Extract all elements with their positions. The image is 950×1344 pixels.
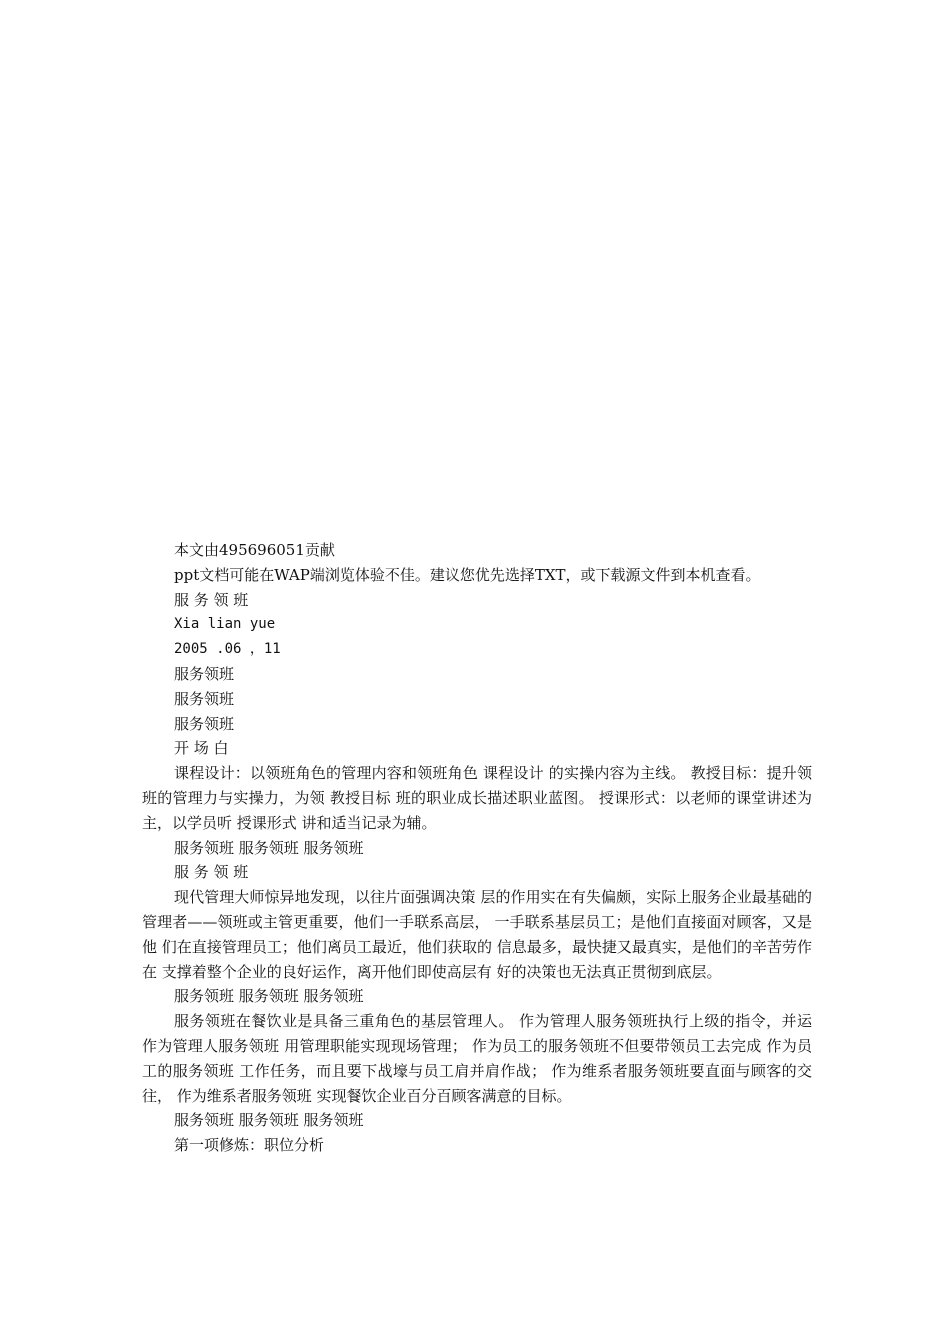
notice-line: ppt文档可能在WAP端浏览体验不佳。建议您优先选择TXT，或下载源文件到本机查看。 xyxy=(174,565,761,584)
slide-heading: 服务领班 xyxy=(174,664,235,683)
body-paragraph: 服务领班在餐饮业是具备三重角色的基层管理人。 作为管理人服务领班执行上级的指令，并运 作为管理人服务领班 用管理职能实现现场管理； 作为员工的服务领班不但要带领员工去完成 作为员工的服务领班 工作任务，而且要下战壕与员工肩并肩作战； 作为维系者服务领班要直面与顾客的交往， 作为维系者服务领班 实现餐饮企业百分百顾客满意的目标。 xyxy=(142,1012,812,1105)
slide-heading: 服务领班 服务领班 服务领班 xyxy=(174,987,364,1006)
date-line: 2005 .06 ，11 xyxy=(174,641,281,658)
slide-heading: 服务领班 服务领班 服务领班 xyxy=(174,838,364,857)
section-heading: 开 场 白 xyxy=(174,739,229,758)
body-paragraph: 现代管理大师惊异地发现，以往片面强调决策 层的作用实在有失偏颇，实际上服务企业最基础的 管理者——领班或主管更重要，他们一手联系高层， 一手联系基层员工；是他们直接面对顾客，又是他 们在直接管理员工；他们离员工最近，他们获取的 信息最多，最快捷又最真实，是他们的辛苦劳作在 支撑着整个企业的良好运作，离开他们即使高层有 好的决策也无法真正贯彻到底层。 xyxy=(142,888,812,981)
contributor-line: 本文由495696051贡献 xyxy=(174,541,335,559)
slide-heading: 服务领班 服务领班 服务领班 xyxy=(174,1111,364,1130)
slide-heading: 服务领班 xyxy=(174,689,235,708)
doc-title: 服 务 领 班 xyxy=(174,590,249,609)
body-paragraph: 课程设计：以领班角色的管理内容和领班角色 课程设计 的实操内容为主线。 教授目标：提升领班的管理力与实操力，为领 教授目标 班的职业成长描述职业蓝图。 授课形式：以老师的课堂讲述为主，以学员听 授课形式 讲和适当记录为辅。 xyxy=(142,764,812,832)
slide-heading: 服务领班 xyxy=(174,714,235,733)
author-line: Xia lian yue xyxy=(174,616,276,633)
document-body xyxy=(142,538,812,1158)
section-heading: 服 务 领 班 xyxy=(174,863,249,882)
section-heading: 第一项修炼：职位分析 xyxy=(174,1136,325,1155)
